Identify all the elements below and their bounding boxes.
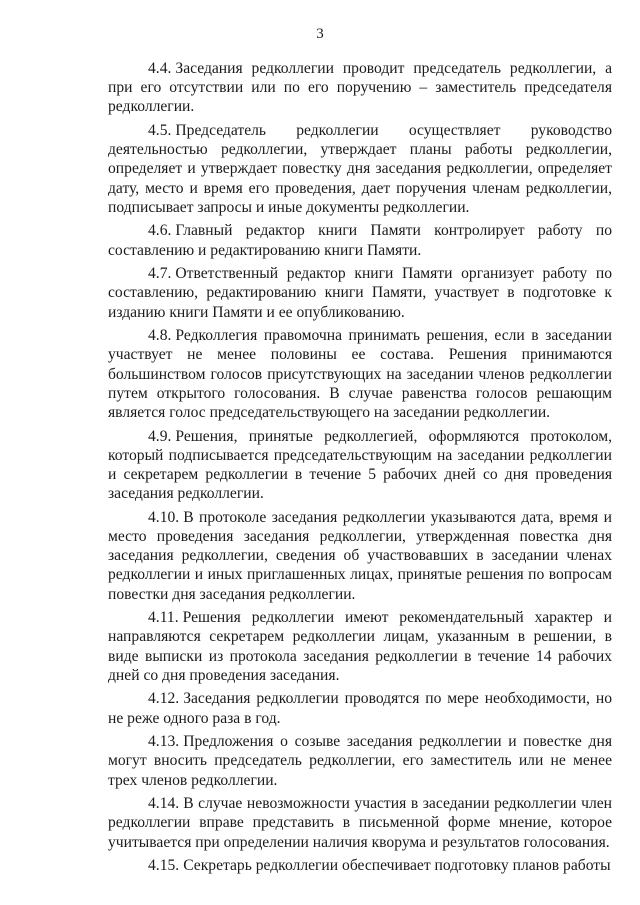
- paragraph-number: 4.7.: [148, 265, 172, 283]
- paragraph-4-13: [108, 732, 612, 790]
- paragraph-text: Главный редактор книги Памяти контролирует работу по составлению и редактированию книги Памяти.: [108, 222, 612, 259]
- paragraph-text: Заседания редколлегии проводит председатель редколлегии, а при его отсутствии или по его поручению – заместитель председателя редколлегии.: [108, 60, 612, 116]
- paragraph-text: Решения редколлегии имеют рекомендательный характер и направляются секретарем редколлегии лицам, указанным в решении, в виде выписки из протокола заседания редколлегии в течение 14 рабочих дней со дня проведения заседания.: [108, 609, 612, 684]
- paragraph-text: Решения, принятые редколлегией, оформляются протоколом, который подписывается председательствующим на заседании редколлегии и секретарем редколлегии в течение 5 рабочих дней со дня проведения заседания редколлегии.: [108, 427, 612, 503]
- paragraph-text: В протоколе заседания редколлегии указываются дата, время и место проведения заседания редколлегии, утвержденная повестка дня заседания редколлегии, сведения об участвовавших в заседании членах редколлегии и иных приглашенных лицах, принятые решения по вопросам повестки дня заседания редколлегии.: [108, 508, 612, 603]
- paragraph-text: В случае невозможности участия в заседании редколлегии член редколлегии вправе представить в письменной форме мнение, которое учитывается при определении наличия кворума и результатов голосования.: [108, 795, 612, 851]
- paragraph-text: Секретарь редколлегии обеспечивает подготовку планов работы: [183, 857, 611, 875]
- paragraph-number: 4.14.: [148, 795, 180, 813]
- paragraph-number: 4.8.: [148, 327, 172, 345]
- paragraph-number: 4.5.: [148, 122, 172, 139]
- page-number: 3: [316, 26, 324, 42]
- paragraph-4-11: [108, 608, 612, 685]
- paragraph-text: Предложения о созыве заседания редколлегии и повестке дня могут вносить председатель редколлегии, его заместитель или не менее трех членов редколлегии.: [108, 733, 612, 789]
- document-body: [108, 59, 612, 880]
- paragraph-text: Председатель редколлегии осуществляет руководство деятельностью редколлегии, утверждает планы работы редколлегии, определяет и утверждает повестку дня заседания редколлегии, определяет дату, место и время его проведения, дает поручения членам редколлегии, подписывает запросы и иные документы редколлегии.: [108, 122, 612, 216]
- paragraph-number: 4.11.: [148, 609, 179, 627]
- paragraph-number: 4.6.: [148, 222, 172, 240]
- paragraph-text: Заседания редколлегии проводятся по мере необходимости, но не реже одного раза в год.: [108, 690, 612, 727]
- paragraph-4-14: [108, 794, 612, 852]
- paragraph-4-5: [108, 121, 612, 217]
- paragraph-4-6: [108, 221, 612, 259]
- paragraph-number: 4.15.: [148, 857, 180, 875]
- paragraph-4-10: [108, 508, 612, 604]
- paragraph-4-12: [108, 689, 612, 727]
- paragraph-text: Редколлегия правомочна принимать решения, если в заседании участвует не менее половины ее состава. Решения принимаются большинством голосов присутствующих на заседании членов редколлегии путем открытого голосования. В случае равенства голосов решающим является голос председательствующего на заседании редколлегии.: [108, 327, 612, 422]
- paragraph-number: 4.9.: [148, 427, 172, 445]
- paragraph-number: 4.12.: [148, 690, 180, 708]
- paragraph-number: 4.4.: [148, 60, 172, 77]
- paragraph-4-8: [108, 326, 612, 422]
- paragraph-4-4: [108, 59, 612, 117]
- paragraph-4-9: [108, 427, 612, 504]
- paragraph-number: 4.13.: [148, 733, 180, 751]
- paragraph-text: Ответственный редактор книги Памяти организует работу по составлению, редактированию книги Памяти, участвует в подготовке к изданию книги Памяти и ее опубликованию.: [108, 265, 612, 321]
- paragraph-4-7: [108, 264, 612, 322]
- paragraph-4-15: [108, 856, 612, 875]
- paragraph-number: 4.10.: [148, 508, 180, 526]
